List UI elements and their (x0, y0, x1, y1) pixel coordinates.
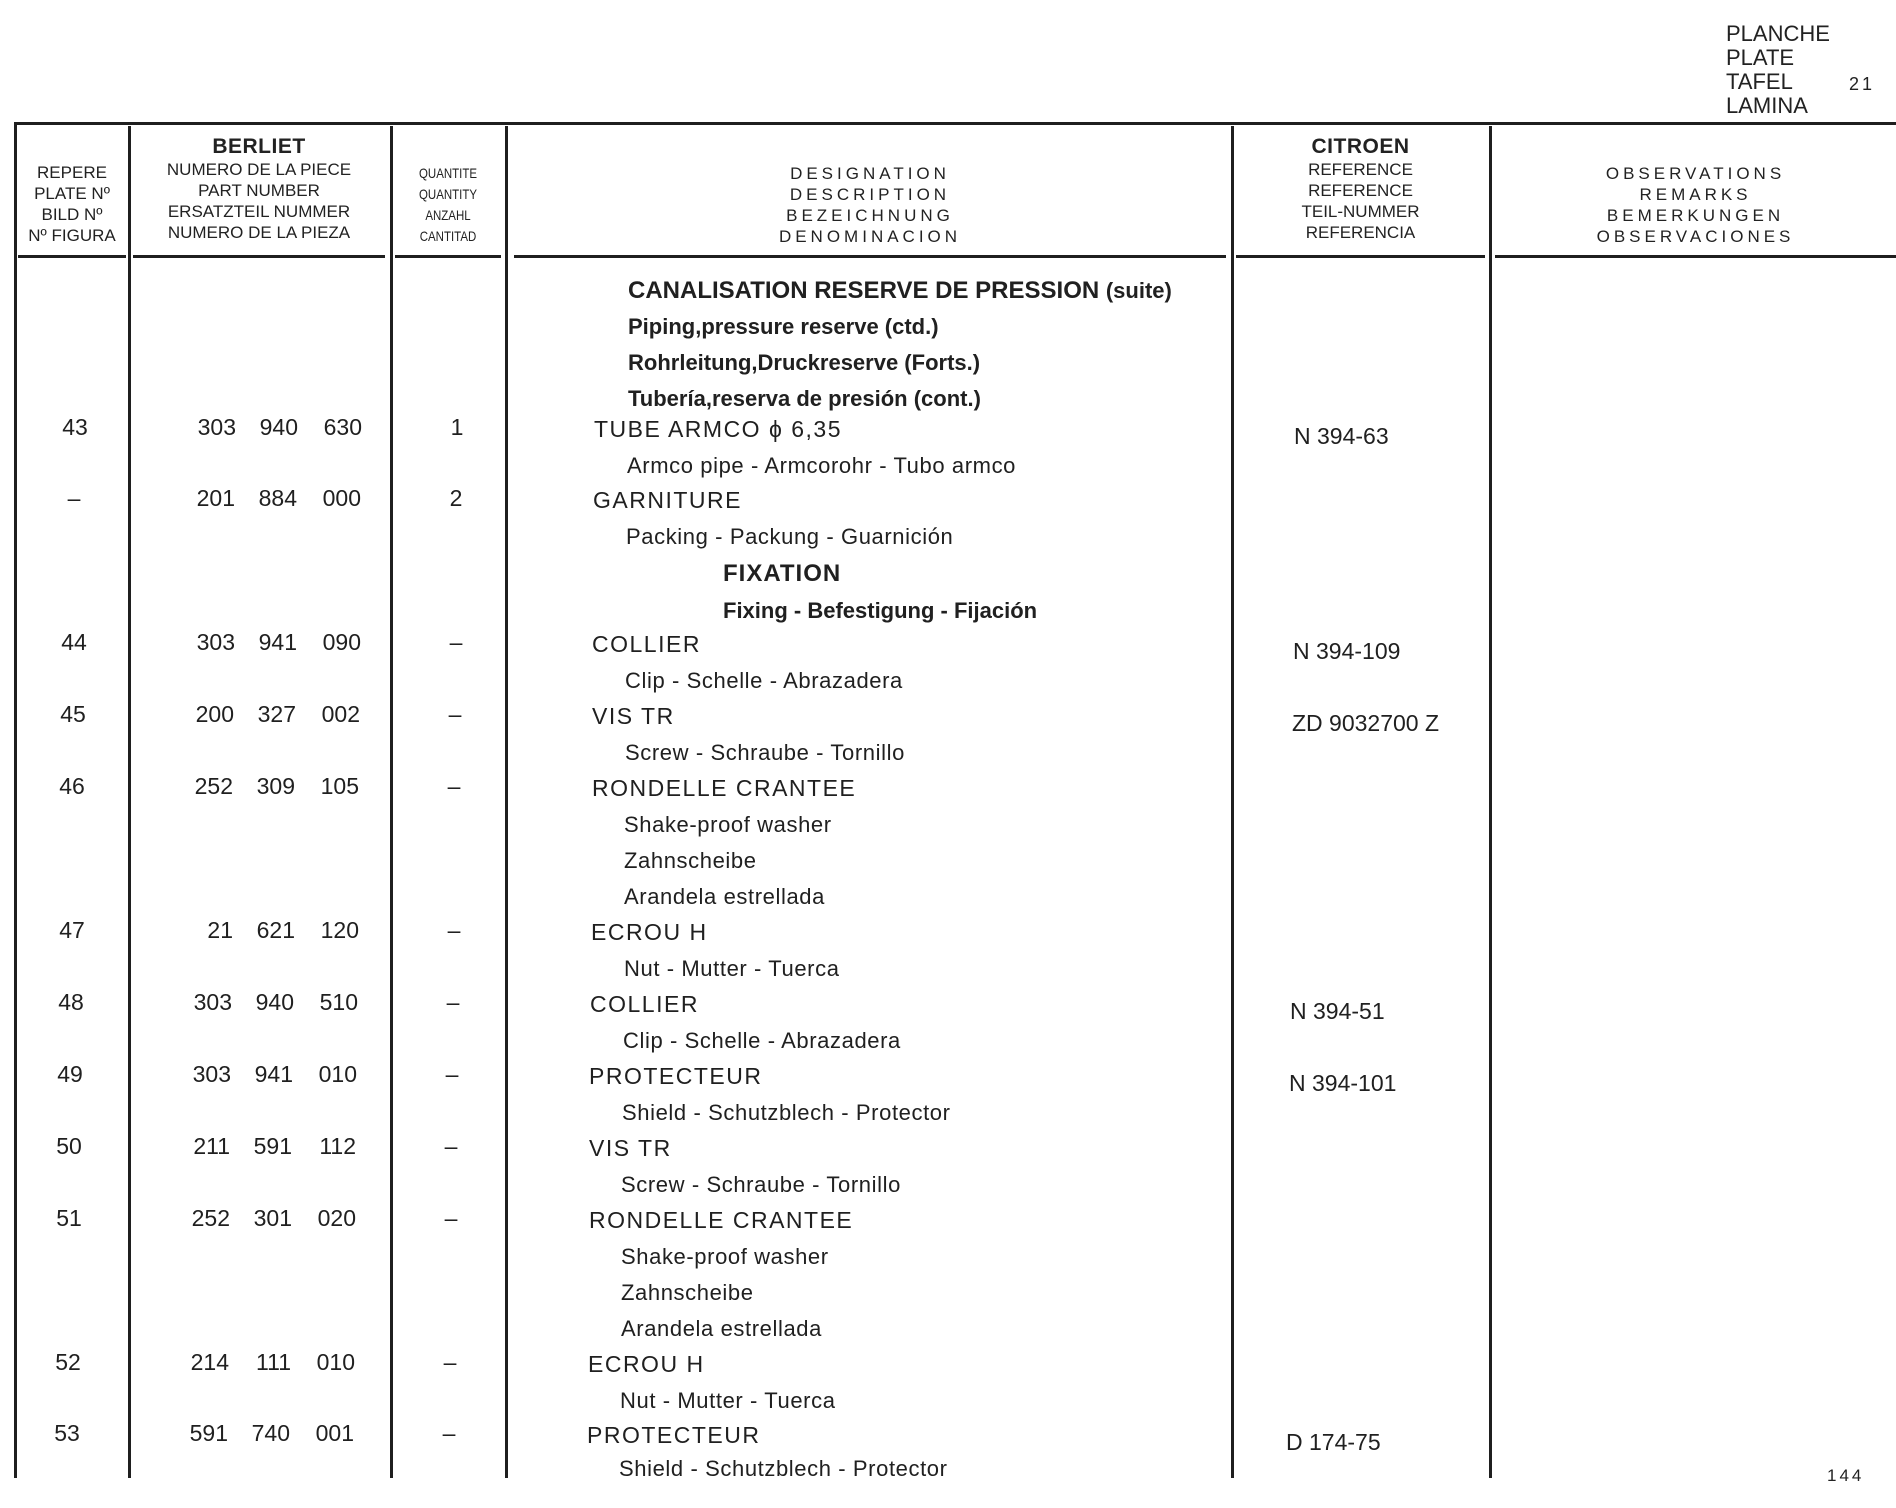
row-part-1: 303 (197, 414, 236, 440)
row-quantity: – (448, 701, 462, 727)
row-designation: TUBE ARMCO ϕ 6,35 (594, 416, 842, 442)
header-observations-en: REMARKS (1639, 185, 1752, 204)
row-quantity: – (443, 1349, 457, 1375)
row-translation: Shake-proof washer (624, 812, 832, 837)
row-translation: Shield - Schutzblech - Protector (619, 1456, 948, 1481)
row-citroen-ref: N 394-101 (1289, 1070, 1397, 1096)
row-ref: 51 (56, 1205, 82, 1231)
row-translation: Armco pipe - Armcorohr - Tubo armco (627, 453, 1017, 478)
header-berliet-en: PART NUMBER (198, 181, 320, 200)
row-designation: RONDELLE CRANTEE (592, 775, 857, 801)
row-part-2: 940 (255, 989, 294, 1015)
row-ref: 44 (61, 629, 87, 655)
row-part-2: 740 (251, 1420, 290, 1446)
section-title-fr (628, 277, 1172, 305)
row-ref: 47 (59, 917, 85, 943)
row-quantity: – (445, 1061, 459, 1087)
col-divider-4 (1231, 126, 1234, 1478)
header-rule-6 (1495, 255, 1896, 258)
row-part-1: 303 (192, 1061, 231, 1087)
row-translation: Packing - Packung - Guarnición (626, 524, 954, 549)
row-translation: Clip - Schelle - Abrazadera (623, 1028, 901, 1053)
plate-label-es: LAMINA (1726, 93, 1808, 118)
header-observations-es: OBSERVACIONES (1596, 227, 1795, 246)
plate-number: 21 (1849, 74, 1876, 94)
fixation-title-fr: FIXATION (723, 560, 842, 587)
header-berliet (133, 134, 385, 243)
header-berliet-fr: NUMERO DE LA PIECE (166, 160, 352, 179)
row-part-2: 621 (256, 917, 295, 943)
row-part-2: 301 (253, 1205, 292, 1231)
row-part-1: 200 (195, 701, 234, 727)
header-quantite (405, 163, 492, 247)
col-divider-2 (390, 126, 393, 1478)
col-divider-3 (505, 126, 508, 1478)
header-observations (1495, 163, 1896, 247)
header-designation (514, 163, 1226, 247)
row-translation: Clip - Schelle - Abrazadera (625, 668, 903, 693)
header-designation-de: BEZEICHNUNG (786, 206, 954, 225)
row-part-3: 020 (317, 1205, 356, 1231)
row-designation: PROTECTEUR (587, 1422, 761, 1448)
top-rule (14, 122, 1896, 125)
row-citroen-ref: ZD 9032700 Z (1292, 710, 1440, 736)
row-translation: Screw - Schraube - Tornillo (621, 1172, 901, 1197)
row-designation: COLLIER (590, 991, 699, 1017)
header-rule-4 (514, 255, 1226, 258)
row-quantity: – (444, 1133, 458, 1159)
row-part-1: 591 (189, 1420, 228, 1446)
row-quantity: – (442, 1420, 456, 1446)
row-designation: VIS TR (592, 703, 675, 729)
row-designation: COLLIER (592, 631, 701, 657)
row-part-2: 941 (254, 1061, 293, 1087)
row-designation: VIS TR (589, 1135, 672, 1161)
row-part-1: 303 (193, 989, 232, 1015)
col-divider-1 (128, 126, 131, 1478)
row-translation: Zahnscheibe (621, 1280, 754, 1305)
row-part-1: 21 (207, 917, 233, 943)
row-translation: Zahnscheibe (624, 848, 757, 873)
row-translation: Nut - Mutter - Tuerca (624, 956, 840, 981)
header-rule-5 (1236, 255, 1485, 258)
row-part-2: 941 (258, 629, 297, 655)
row-part-3: 002 (321, 701, 360, 727)
page-number: 144 (1827, 1466, 1865, 1485)
row-designation: PROTECTEUR (589, 1063, 763, 1089)
row-part-3: 000 (322, 485, 361, 511)
row-translation: Arandela estrellada (621, 1316, 822, 1341)
row-part-3: 105 (320, 773, 359, 799)
row-translation: Screw - Schraube - Tornillo (625, 740, 905, 765)
header-designation-en: DESCRIPTION (789, 185, 951, 204)
row-designation: ECROU H (588, 1351, 705, 1377)
header-citroen-es: REFERENCIA (1305, 223, 1416, 242)
row-citroen-ref: N 394-63 (1294, 423, 1389, 449)
row-translation: Nut - Mutter - Tuerca (620, 1388, 836, 1413)
row-designation: GARNITURE (593, 487, 742, 513)
header-quantite-fr: QUANTITE (418, 165, 478, 181)
plate-label-en: PLATE (1726, 45, 1795, 70)
section-title-fr-text: CANALISATION RESERVE DE PRESSION (628, 277, 1100, 304)
row-part-1: 214 (190, 1349, 229, 1375)
header-repere-fr: REPERE (37, 163, 107, 182)
row-part-2: 591 (253, 1133, 292, 1159)
row-part-1: 211 (193, 1133, 230, 1159)
col-divider-left (14, 122, 17, 1478)
row-ref: 45 (60, 701, 86, 727)
row-ref: 49 (57, 1061, 83, 1087)
fixation-title-translations: Fixing - Befestigung - Fijación (723, 598, 1038, 623)
plate-labels (1726, 22, 1830, 118)
row-designation: RONDELLE CRANTEE (589, 1207, 854, 1233)
header-rule-1 (18, 255, 126, 258)
plate-label-de: TAFEL (1726, 69, 1793, 94)
header-citroen-de: TEIL-NUMMER (1301, 202, 1420, 221)
row-ref: 53 (54, 1420, 80, 1446)
header-berliet-es: NUMERO DE LA PIEZA (167, 223, 351, 242)
row-ref: 43 (62, 414, 88, 440)
header-citroen-en: REFERENCE (1308, 181, 1413, 200)
row-citroen-ref: N 394-109 (1293, 638, 1401, 664)
row-designation: ECROU H (591, 919, 708, 945)
section-title-es: Tubería,reserva de presión (cont.) (628, 386, 981, 411)
header-citroen-title: CITROEN (1311, 135, 1410, 158)
row-part-3: 090 (322, 629, 361, 655)
row-citroen-ref: N 394-51 (1290, 998, 1385, 1024)
row-ref: 52 (55, 1349, 81, 1375)
row-part-3: 112 (319, 1133, 356, 1159)
row-quantity: – (446, 989, 460, 1015)
col-divider-5 (1489, 126, 1492, 1478)
row-part-2: 111 (256, 1349, 291, 1375)
header-designation-es: DENOMINACION (778, 227, 962, 246)
row-ref: 46 (59, 773, 85, 799)
header-quantite-de: ANZAHL (425, 207, 471, 223)
row-quantity: – (447, 917, 461, 943)
header-rule-2 (133, 255, 385, 258)
header-berliet-de: ERSATZTEIL NUMMER (167, 202, 351, 221)
section-title-de: Rohrleitung,Druckreserve (Forts.) (628, 350, 981, 375)
row-ref: – (67, 485, 81, 511)
header-berliet-title: BERLIET (212, 135, 306, 158)
header-repere-es: Nº FIGURA (28, 226, 116, 245)
row-part-1: 201 (196, 485, 235, 511)
row-part-3: 001 (315, 1420, 354, 1446)
row-citroen-ref: D 174-75 (1286, 1429, 1381, 1455)
row-part-1: 303 (196, 629, 235, 655)
section-title-en: Piping,pressure reserve (ctd.) (628, 314, 939, 339)
row-part-3: 010 (318, 1061, 357, 1087)
row-part-3: 010 (316, 1349, 355, 1375)
row-part-2: 309 (256, 773, 295, 799)
header-repere-de: BILD Nº (41, 205, 103, 224)
row-part-3: 510 (319, 989, 358, 1015)
row-translation: Shield - Schutzblech - Protector (622, 1100, 951, 1125)
row-part-3: 630 (323, 414, 362, 440)
row-quantity: – (444, 1205, 458, 1231)
header-observations-fr: OBSERVATIONS (1605, 164, 1786, 183)
header-rule-3 (395, 255, 501, 258)
row-ref: 50 (56, 1133, 82, 1159)
header-quantite-en: QUANTITY (418, 186, 478, 202)
row-translation: Shake-proof washer (621, 1244, 829, 1269)
row-ref: 48 (58, 989, 84, 1015)
row-quantity: – (449, 629, 463, 655)
row-quantity: 1 (450, 414, 464, 440)
header-citroen-fr: REFERENCE (1308, 160, 1413, 179)
row-part-3: 120 (320, 917, 359, 943)
row-part-1: 252 (191, 1205, 230, 1231)
header-citroen (1236, 134, 1485, 243)
section-title-fr-suffix: (suite) (1105, 278, 1172, 303)
row-part-2: 940 (259, 414, 298, 440)
row-quantity: 2 (449, 485, 463, 511)
row-part-1: 252 (194, 773, 233, 799)
row-part-2: 327 (257, 701, 296, 727)
header-repere (18, 162, 126, 246)
row-part-2: 884 (258, 485, 297, 511)
plate-label-fr: PLANCHE (1726, 21, 1830, 46)
header-quantite-es: CANTITAD (419, 228, 477, 244)
header-observations-de: BEMERKUNGEN (1606, 206, 1785, 225)
row-translation: Arandela estrellada (624, 884, 825, 909)
row-quantity: – (447, 773, 461, 799)
header-repere-en: PLATE Nº (34, 184, 110, 203)
header-designation-fr: DESIGNATION (790, 164, 950, 183)
